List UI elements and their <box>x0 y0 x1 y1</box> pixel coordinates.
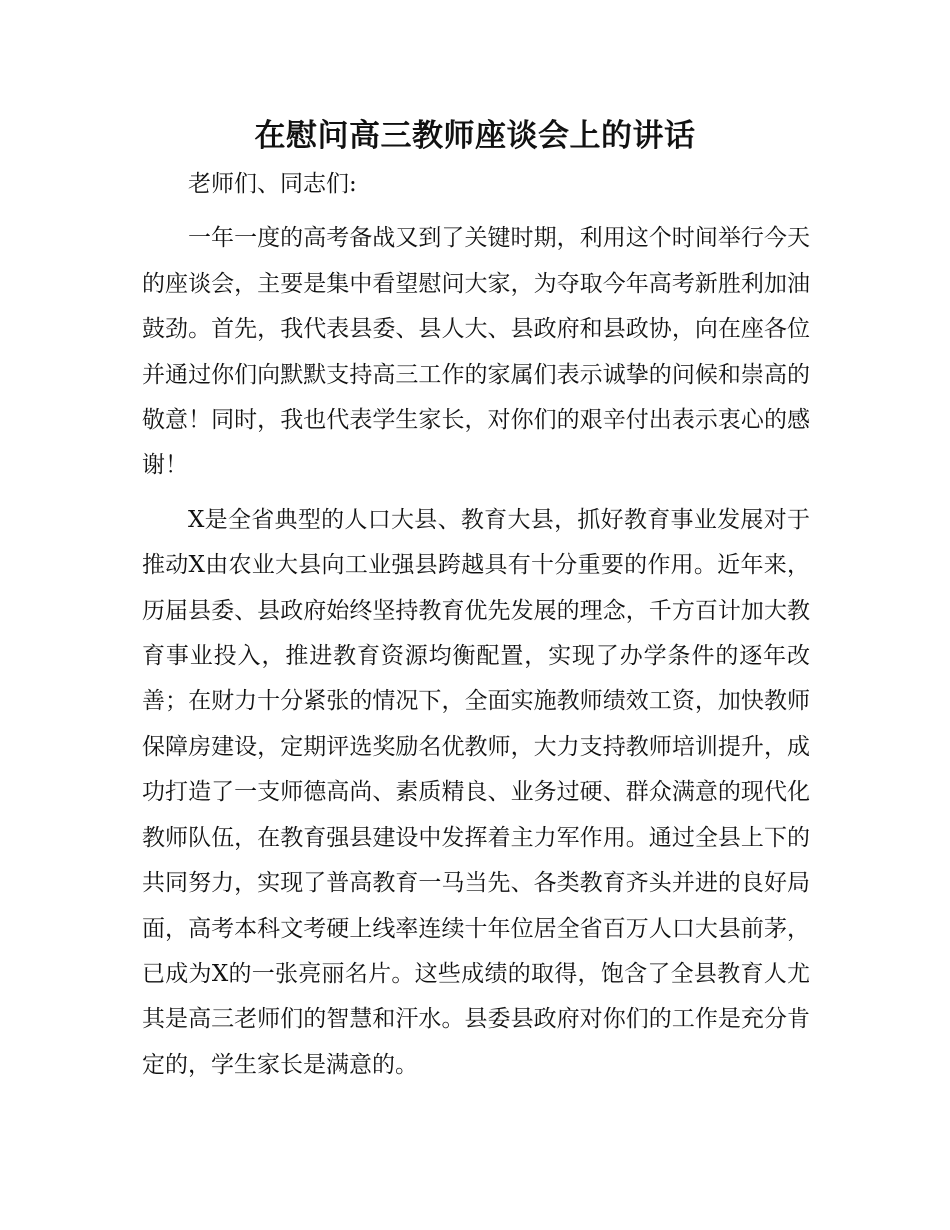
paragraph-education-achievements: X是全省典型的人口大县、教育大县，抓好教育事业发展对于推动X由农业大县向工业强县跨越具有十分重要的作用。近年来，历届县委、县政府始终坚持教育优先发展的理念，千方百计加大教育事业投入，推进教育资源均衡配置，实现了办学条件的逐年改善；在财力十分紧张的情况下，全面实施教师绩效工资，加快教师保障房建设，定期评选奖励名优教师，大力支持教师培训提升，成功打造了一支师德高尚、素质精良、业务过硬、群众满意的现代化教师队伍，在教育强县建设中发挥着主力军作用。通过全县上下的共同努力，实现了普高教育一马当先、各类教育齐头并进的良好局面，高考本科文考硬上线率连续十年位居全省百万人口大县前茅，已成为X的一张亮丽名片。这些成绩的取得，饱含了全县教育人尤其是高三老师们的智慧和汗水。县委县政府对你们的工作是充分肯定的，学生家长是满意的。 <box>142 506 810 1078</box>
speech-title: 在慰问高三教师座谈会上的讲话 <box>254 118 696 154</box>
speech-body <box>142 162 810 1088</box>
paragraph-opening: 一年一度的高考备战又到了关键时期，利用这个时间举行今天的座谈会，主要是集中看望慰问大家，为夺取今年高考新胜利加油鼓劲。首先，我代表县委、县人大、县政府和县政协，向在座各位并通过你们向默默支持高三工作的家属们表示诚挚的问候和崇高的敬意！同时，我也代表学生家长，对你们的艰辛付出表示衷心的感谢！ <box>142 225 810 479</box>
salutation: 老师们、同志们: <box>188 171 357 197</box>
